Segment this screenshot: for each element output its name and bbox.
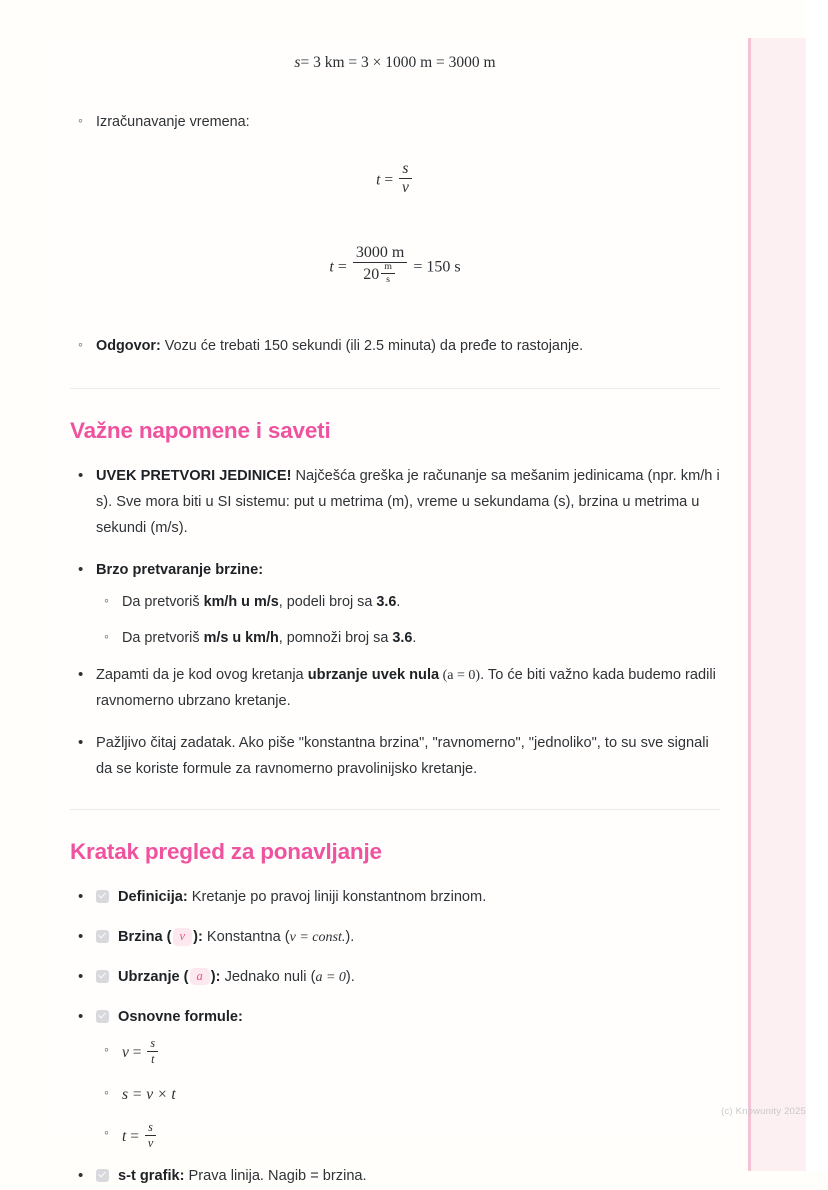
document-page	[42, 38, 748, 1184]
fraction-denominator: v	[399, 178, 412, 198]
formula-t-den: v	[145, 1135, 156, 1151]
checkbox-checked-icon[interactable]	[96, 1010, 109, 1023]
conversion-ms-to-kmh	[96, 626, 720, 650]
recap-item-velocity	[70, 925, 720, 951]
conv2-units: m/s u km/h	[203, 630, 279, 647]
time-calc-label: Izračunavanje vremena:	[96, 114, 250, 130]
recap-accel-text: Jednako nuli (	[220, 968, 316, 985]
solved-den-value: 20	[363, 265, 380, 283]
formula-distance	[96, 1082, 720, 1108]
solved-numerator: 3000 m	[355, 243, 405, 261]
note-item-acceleration	[70, 663, 720, 715]
list-item-time-calc	[70, 110, 748, 134]
code-chip-v: v	[173, 928, 193, 946]
equation-time-formula	[42, 162, 748, 199]
recap-graph-text: Prava linija. Nagib = brzina.	[184, 1167, 367, 1184]
recap-velocity-bold-post: ):	[193, 928, 203, 945]
solved-equals: =	[337, 258, 347, 276]
conv2-pre: Da pretvoriš	[122, 630, 204, 647]
recap-item-definition	[70, 885, 720, 911]
note-units-text: Najčešća greška je računanje sa mešanim jedinicama (npr. km/h i s). Sve mora biti u SI sistemu: put u metrima (m), vreme u sekundama (s), brzina u metrima u sekundi (m/s).	[96, 468, 720, 537]
divider-1	[70, 388, 720, 390]
formula-t-num: s	[148, 1119, 153, 1134]
recap-accel-bold-pre: Ubrzanje (	[118, 968, 189, 985]
formula-v-den: t	[147, 1051, 158, 1067]
conversion-sublist	[96, 590, 720, 651]
recap-velocity-text: Konstantna (	[202, 928, 290, 945]
note-item-reading	[70, 731, 720, 783]
notes-list	[70, 464, 720, 783]
recap-definition-text: Kretanje po pravoj liniji konstantnom brzinom.	[187, 888, 487, 905]
conv2-mid: , pomnoži broj sa	[278, 630, 393, 647]
accel-pre: Zapamti da je kod ovog kretanja	[96, 666, 308, 683]
formula-v-lhs: v	[122, 1043, 129, 1061]
fraction-solved	[353, 244, 407, 288]
equation-distance	[42, 54, 748, 72]
fraction-m-over-s	[381, 261, 395, 285]
recap-graph-bold: s-t grafik:	[118, 1167, 185, 1184]
formula-velocity	[96, 1035, 720, 1068]
copyright-credit: (c) Knowunity 2025	[721, 1106, 806, 1117]
document-content	[42, 54, 748, 1190]
recap-formulas-bold: Osnovne formule:	[118, 1008, 243, 1025]
formulas-sublist	[96, 1035, 720, 1152]
solved-denominator	[353, 262, 407, 287]
recap-item-acceleration	[70, 965, 720, 991]
answer-list	[42, 334, 748, 358]
recap-section	[42, 839, 748, 1190]
recap-velocity-math: v = const.	[289, 929, 346, 945]
formula-time	[96, 1119, 720, 1151]
accel-post: . To će biti važno kada budemo radili ravnomerno ubrzano kretanje.	[96, 666, 716, 709]
note-units-bold: UVEK PRETVORI JEDINICE!	[96, 468, 292, 485]
solved-result: = 150 s	[413, 258, 461, 276]
page-outer-white-edge	[806, 0, 828, 1171]
page-margin-rule	[748, 38, 751, 1171]
equation-distance-variable: s	[294, 54, 301, 71]
equation-time-solved	[42, 243, 748, 290]
formula-v-num: s	[150, 1035, 156, 1050]
conv1-units: km/h u m/s	[203, 593, 279, 610]
equation-distance-body: = 3 km = 3 × 1000 m = 3000 m	[300, 54, 496, 71]
recap-heading: Kratak pregled za ponavljanje	[70, 838, 382, 864]
time-calc-list	[42, 110, 748, 134]
fraction-s-over-t	[147, 1037, 158, 1066]
formula-s-lhs: s	[122, 1086, 129, 1104]
recap-accel-bold-post: ):	[210, 968, 221, 985]
formula-distance-math	[122, 1086, 176, 1103]
conv1-mid: , podeli broj sa	[278, 593, 377, 610]
formula-s-rhs: = v × t	[131, 1086, 176, 1104]
formula-time-math: t = $\frac{s}{v}$	[122, 1128, 158, 1145]
solved-lhs: t	[329, 258, 334, 276]
answer-text: Vozu će trebati 150 sekundi (ili 2.5 minuta) da pređe to rastojanje.	[164, 337, 584, 354]
fraction-s-over-v	[399, 160, 412, 197]
note-conversion-bold: Brzo pretvaranje brzine:	[96, 561, 264, 578]
fraction-numerator: s	[402, 160, 409, 178]
note-item-conversion	[70, 558, 720, 651]
fraction-s-over-v-2	[145, 1121, 156, 1150]
divider-2	[70, 809, 720, 811]
conv1-pre: Da pretvoriš	[122, 593, 204, 610]
formula-velocity-math: v = $\frac{s}{t}$	[122, 1044, 160, 1061]
recap-list	[70, 885, 720, 1190]
recap-item-graph	[70, 1164, 720, 1190]
list-item-answer	[70, 334, 734, 358]
conv1-post: .	[396, 593, 401, 610]
unit-denominator: s	[381, 273, 395, 286]
checkbox-checked-icon[interactable]	[96, 930, 109, 943]
checkbox-checked-icon[interactable]	[96, 1169, 109, 1182]
formula-t-lhs: t	[122, 1127, 127, 1145]
notes-section	[42, 418, 748, 783]
recap-velocity-tail: ).	[345, 928, 355, 945]
accel-bold: ubrzanje uvek nula	[307, 666, 440, 683]
conversion-kmh-to-ms	[96, 590, 720, 614]
recap-definition-bold: Definicija:	[118, 888, 188, 905]
note-item-units	[70, 464, 720, 542]
code-chip-a: a	[190, 968, 210, 986]
answer-label: Odgovor:	[96, 337, 161, 354]
recap-accel-math: a = 0	[315, 969, 346, 985]
conv2-post: .	[412, 630, 417, 647]
recap-accel-tail: ).	[345, 968, 355, 985]
equation-time-equals: =	[384, 171, 394, 189]
accel-math: (a = 0)	[439, 667, 481, 683]
unit-numerator: m	[384, 261, 392, 273]
conv2-factor: 3.6	[392, 630, 413, 647]
recap-item-formulas	[70, 1005, 720, 1152]
conv1-factor: 3.6	[376, 593, 397, 610]
checkbox-checked-icon[interactable]	[96, 970, 109, 983]
equation-time-lhs: t	[376, 171, 381, 189]
notes-heading: Važne napomene i saveti	[70, 418, 331, 444]
checkbox-checked-icon[interactable]	[96, 890, 109, 903]
reading-text: Pažljivo čitaj zadatak. Ako piše "konstantna brzina", "ravnomerno", "jednoliko", to su sve signali da se koriste formule za ravnomerno pravolinijsko kretanje.	[96, 734, 709, 777]
recap-velocity-bold-pre: Brzina (	[118, 928, 172, 945]
